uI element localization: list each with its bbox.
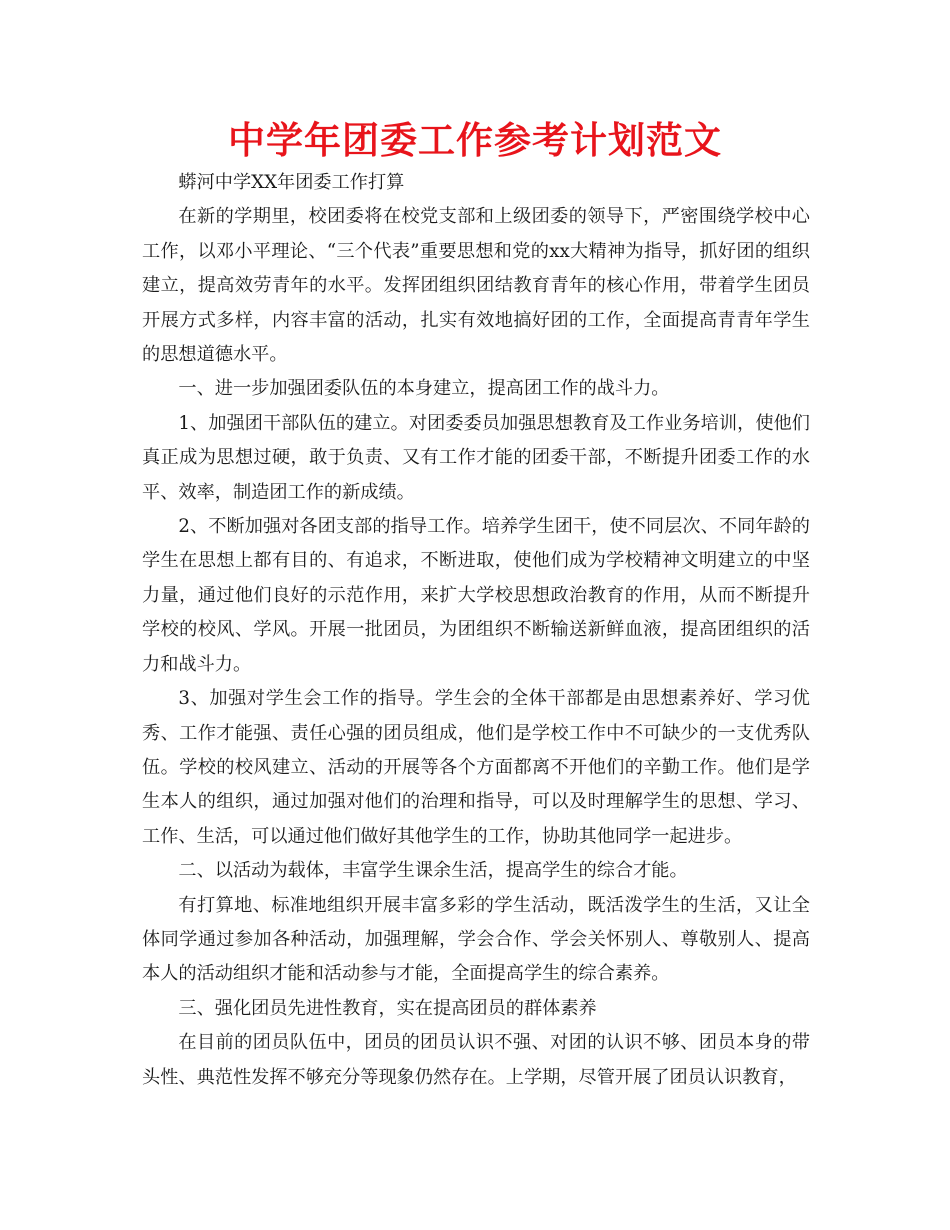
- section-heading-3: 三、强化团员先进性教育，实在提高团员的群体素养: [178, 997, 597, 1019]
- section-heading-1: 一、进一步加强团委队伍的本身建立，提高团工作的战斗力。: [178, 378, 670, 400]
- body-paragraph: 有打算地、标准地组织开展丰富多彩的学生活动，既活泼学生的生活，又让全体同学通过参加各种活动，加强理解，学会合作、学会关怀别人、尊敬别人、提高本人的活动组织才能和活动参与才能，全面提高学生的综合素养。: [142, 894, 810, 985]
- subtitle-paragraph: 蟒河中学XX年团委工作打算: [178, 172, 405, 193]
- body-paragraph: 在目前的团员队伍中，团员的团员认识不强、对团的认识不够、团员本身的带头性、典范性发挥不够充分等现象仍然存在。上学期，尽管开展了团员认识教育，: [142, 1032, 810, 1088]
- document-title: 中学年团委工作参考计划范文: [228, 119, 722, 162]
- document-body: [142, 166, 810, 1095]
- body-paragraph: 2、不断加强对各团支部的指导工作。培养学生团干，使不同层次、不同年龄的学生在思想上都有目的、有追求，不断进取，使他们成为学校精神文明建立的中坚力量，通过他们良好的示范作用，来扩大学校思想政治教育的作用，从而不断提升学校的校风、学风。开展一批团员，为团组织不断输送新鲜血液，提高团组织的活力和战斗力。: [142, 516, 810, 675]
- body-paragraph: 1、加强团干部队伍的建立。对团委委员加强思想教育及工作业务培训，使他们真正成为思想过硬，敢于负责、又有工作才能的团委干部，不断提升团委工作的水平、效率，制造团工作的新成绩。: [142, 412, 810, 503]
- intro-paragraph: 在新的学期里，校团委将在校党支部和上级团委的领导下，严密围绕学校中心工作，以邓小平理论、“三个代表”重要思想和党的xx大精神为指导，抓好团的组织建立，提高效劳青年的水平。发挥团组织团结教育青年的核心作用，带着学生团员开展方式多样，内容丰富的活动，扎实有效地搞好团的工作，全面提高青青年学生的思想道德水平。: [142, 206, 810, 366]
- section-heading-2: 二、以活动为载体，丰富学生课余生活，提高学生的综合才能。: [178, 860, 688, 882]
- body-paragraph: 3、加强对学生会工作的指导。学生会的全体干部都是由思想素养好、学习优秀、工作才能强、责任心强的团员组成，他们是学校工作中不可缺少的一支优秀队伍。学校的校风建立、活动的开展等各个方面都离不开他们的辛勤工作。他们是学生本人的组织，通过加强对他们的治理和指导，可以及时理解学生的思想、学习、工作、生活，可以通过他们做好其他学生的工作，协助其他同学一起进步。: [142, 688, 810, 847]
